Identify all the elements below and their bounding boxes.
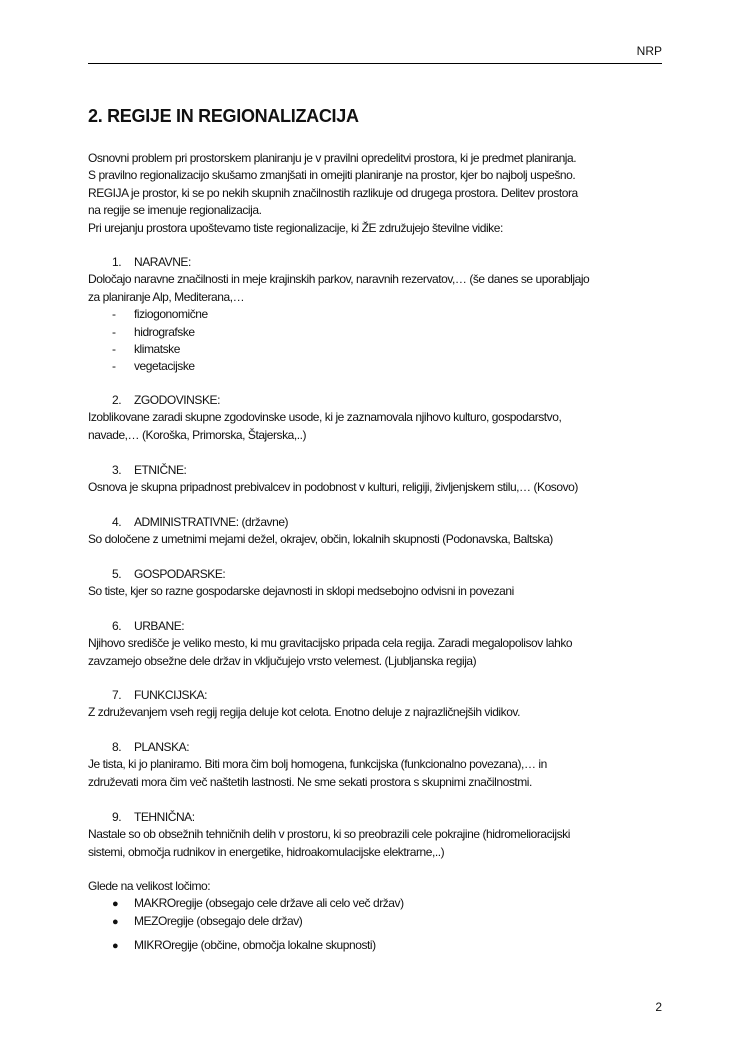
section-text: Njihovo središče je veliko mesto, ki mu gravitacijsko pripada cela regija. Zaradi megalopolisov lahko	[88, 636, 573, 651]
section-text: Izoblikovane zaradi skupne zgodovinske usode, ki je zaznamovala njihovo kulturo, gospodarstvo,	[88, 410, 562, 425]
dash-marker: -	[112, 342, 116, 356]
section-text: združevati mora čim več naštetih lastnosti. Ne sme sekati prostora s skupnimi značilnostmi.	[88, 774, 532, 789]
section-text: Je tista, ki jo planiramo. Biti mora čim bolj homogena, funkcijska (funkcionalno povezana),… in	[88, 757, 547, 772]
section-text: za planiranje Alp, Mediterana,…	[88, 289, 245, 304]
list-item	[112, 306, 208, 322]
section-number: 3.	[112, 463, 122, 477]
section-text: Nastale so ob obsežnih tehničnih delih v prostoru, ki so preobrazili cele pokrajine (hidromelioracijski	[88, 827, 570, 842]
section-number: 6.	[112, 619, 122, 633]
dash-marker: -	[112, 359, 116, 374]
item-text: TEHNIČNA:	[134, 810, 195, 824]
list-item	[112, 341, 180, 357]
section-text: So določene z umetnimi mejami dežel, okrajev, občin, lokalnih skupnosti (Podonavska, Baltska)	[88, 532, 553, 547]
size-lead: Glede na velikost ločimo:	[88, 879, 211, 893]
item-text: GOSPODARSKE:	[134, 567, 226, 581]
section-heading	[112, 687, 207, 703]
item-text: FUNKCIJSKA:	[134, 688, 208, 702]
item-text: MAKROregije (obsegajo cele države ali celo več držav)	[134, 896, 404, 910]
section-heading	[112, 254, 191, 270]
item-text: vegetacijske	[134, 359, 195, 374]
section-heading	[112, 514, 288, 530]
section-heading	[112, 618, 184, 634]
section-heading	[112, 809, 195, 825]
intro-line: REGIJA je prostor, ki se po nekih skupnih značilnostih razlikuje od drugega prostora. Delitev prostora	[88, 185, 578, 200]
item-text: MEZOregije (obsegajo dele držav)	[134, 914, 303, 928]
section-text: So tiste, kjer so razne gospodarske dejavnosti in sklopi medsebojno odvisni in povezani	[88, 584, 514, 599]
section-text: sistemi, območja rudnikov in energetike, hidroakomulacijske elektrarne,..)	[88, 844, 445, 859]
page-title: 2. REGIJE IN REGIONALIZACIJA	[88, 106, 359, 126]
item-text: ZGODOVINSKE:	[134, 393, 220, 407]
item-text: PLANSKA:	[134, 740, 190, 754]
section-heading	[112, 739, 189, 755]
section-text: navade,… (Koroška, Primorska, Štajerska,..)	[88, 427, 307, 442]
intro-line: Pri urejanju prostora upoštevamo tiste regionalizacije, ki ŽE združujejo številne vidike:	[88, 220, 503, 235]
section-number: 2.	[112, 393, 122, 407]
bullet-item	[112, 937, 376, 954]
list-item	[112, 324, 195, 340]
section-text: zavzamejo obsežne dele držav in vključujejo vrsto velemest. (Ljubljanska regija)	[88, 653, 477, 668]
section-text: Določajo naravne značilnosti in meje krajinskih parkov, naravnih rezervatov,… (še danes se uporabljajo	[88, 272, 590, 287]
bullet-icon: ●	[112, 916, 119, 928]
bullet-item	[112, 913, 302, 930]
item-text: ADMINISTRATIVNE: (državne)	[134, 515, 289, 529]
section-number: 1.	[112, 255, 122, 269]
bullet-icon: ●	[112, 898, 119, 910]
bullet-icon: ●	[112, 940, 119, 952]
item-text: URBANE:	[134, 619, 185, 633]
section-number: 7.	[112, 688, 122, 702]
bullet-item	[112, 895, 404, 912]
running-header: NRP	[636, 44, 662, 58]
intro-line: Osnovni problem pri prostorskem planiranju je v pravilni opredelitvi prostora, ki je predmet planiranja.	[88, 151, 577, 165]
item-text: hidrografske	[134, 324, 195, 339]
section-heading	[112, 462, 186, 478]
section-number: 9.	[112, 810, 122, 824]
item-text: klimatske	[134, 342, 180, 356]
header-rule	[88, 63, 662, 64]
section-heading	[112, 566, 225, 582]
section-text: Z združevanjem vseh regij regija deluje kot celota. Enotno deluje z najrazličnejših vidikov.	[88, 705, 520, 720]
list-item	[112, 358, 195, 374]
dash-marker: -	[112, 324, 116, 339]
item-text: MIKROregije (občine, območja lokalne skupnosti)	[134, 938, 376, 952]
item-text: ETNIČNE:	[134, 463, 187, 477]
item-text: NARAVNE:	[134, 255, 191, 269]
section-number: 4.	[112, 515, 122, 529]
intro-line: na regije se imenuje regionalizacija.	[88, 203, 262, 218]
item-text: fiziogonomične	[134, 307, 208, 322]
section-heading	[112, 392, 220, 408]
dash-marker: -	[112, 307, 116, 322]
section-number: 8.	[112, 740, 122, 754]
page-number: 2	[655, 1000, 662, 1014]
section-number: 5.	[112, 567, 122, 581]
intro-line: S pravilno regionalizacijo skušamo zmanjšati in omejiti planiranje na prostor, kjer bo najbolj uspešno.	[88, 168, 576, 183]
section-text: Osnova je skupna pripadnost prebivalcev in podobnost v kulturi, religiji, življenjskem stilu,… (Kosovo)	[88, 480, 578, 495]
